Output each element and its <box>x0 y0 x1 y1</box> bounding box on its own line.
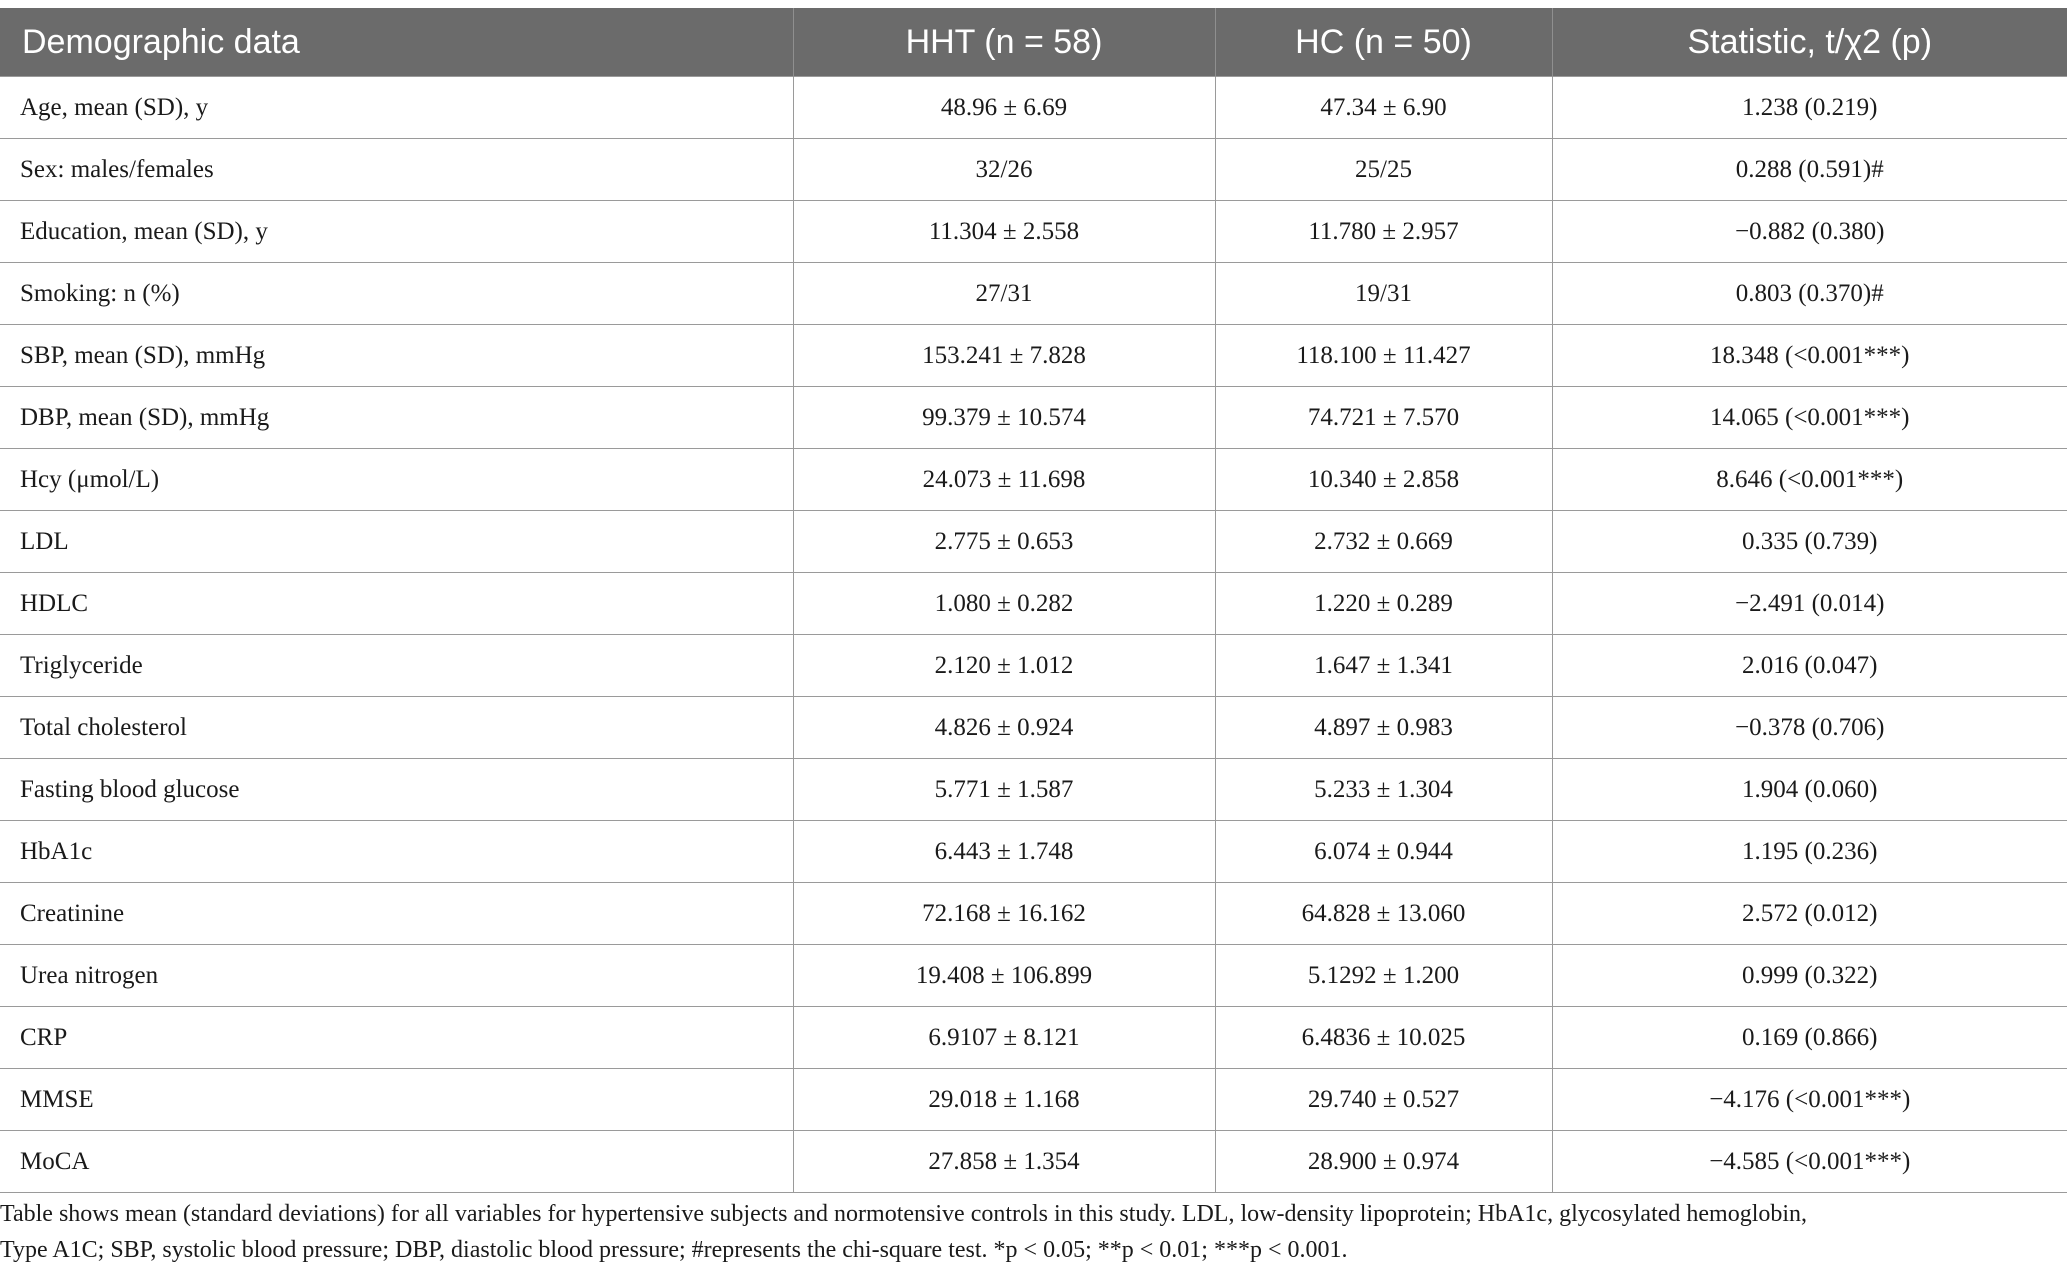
cell-hc: 25/25 <box>1215 139 1552 201</box>
cell-hht: 72.168 ± 16.162 <box>793 883 1215 945</box>
cell-hht: 2.775 ± 0.653 <box>793 511 1215 573</box>
footnote-line-1: Table shows mean (standard deviations) for all variables for hypertensive subjects and normotensive controls in this study. LDL, low-density lipoprotein; HbA1c, glycosylated hemoglobin, <box>0 1201 1808 1227</box>
table-row <box>0 573 2067 635</box>
cell-variable: DBP, mean (SD), mmHg <box>0 387 793 449</box>
table-container <box>0 8 2067 1193</box>
cell-statistic: 0.999 (0.322) <box>1552 945 2067 1007</box>
cell-hht: 11.304 ± 2.558 <box>793 201 1215 263</box>
table-row <box>0 201 2067 263</box>
cell-variable: Fasting blood glucose <box>0 759 793 821</box>
cell-statistic: −2.491 (0.014) <box>1552 573 2067 635</box>
cell-variable: Education, mean (SD), y <box>0 201 793 263</box>
cell-hc: 5.1292 ± 1.200 <box>1215 945 1552 1007</box>
table-row <box>0 77 2067 139</box>
cell-variable: HbA1c <box>0 821 793 883</box>
header-demographic-data: Demographic data <box>0 8 793 77</box>
cell-variable: MMSE <box>0 1069 793 1131</box>
cell-hc: 6.074 ± 0.944 <box>1215 821 1552 883</box>
cell-hc: 6.4836 ± 10.025 <box>1215 1007 1552 1069</box>
cell-hc: 47.34 ± 6.90 <box>1215 77 1552 139</box>
table-row <box>0 449 2067 511</box>
cell-variable: Creatinine <box>0 883 793 945</box>
cell-statistic: −0.378 (0.706) <box>1552 697 2067 759</box>
cell-statistic: 14.065 (<0.001***) <box>1552 387 2067 449</box>
table-row <box>0 139 2067 201</box>
table-row <box>0 325 2067 387</box>
cell-statistic: 1.238 (0.219) <box>1552 77 2067 139</box>
table-row <box>0 635 2067 697</box>
cell-statistic: −0.882 (0.380) <box>1552 201 2067 263</box>
table-row <box>0 821 2067 883</box>
cell-variable: Triglyceride <box>0 635 793 697</box>
cell-hc: 2.732 ± 0.669 <box>1215 511 1552 573</box>
header-row <box>0 8 2067 77</box>
cell-statistic: 2.572 (0.012) <box>1552 883 2067 945</box>
cell-variable: Urea nitrogen <box>0 945 793 1007</box>
table-row <box>0 1131 2067 1193</box>
cell-statistic: 2.016 (0.047) <box>1552 635 2067 697</box>
cell-variable: LDL <box>0 511 793 573</box>
table-row <box>0 387 2067 449</box>
header-hc: HC (n = 50) <box>1215 8 1552 77</box>
table-row <box>0 697 2067 759</box>
cell-hc: 5.233 ± 1.304 <box>1215 759 1552 821</box>
cell-hht: 27.858 ± 1.354 <box>793 1131 1215 1193</box>
cell-statistic: 0.288 (0.591)# <box>1552 139 2067 201</box>
cell-hht: 27/31 <box>793 263 1215 325</box>
header-hht: HHT (n = 58) <box>793 8 1215 77</box>
cell-hht: 32/26 <box>793 139 1215 201</box>
table-body <box>0 77 2067 1193</box>
cell-hht: 6.9107 ± 8.121 <box>793 1007 1215 1069</box>
cell-hc: 29.740 ± 0.527 <box>1215 1069 1552 1131</box>
cell-statistic: 0.169 (0.866) <box>1552 1007 2067 1069</box>
cell-hht: 29.018 ± 1.168 <box>793 1069 1215 1131</box>
table-row <box>0 263 2067 325</box>
cell-hht: 24.073 ± 11.698 <box>793 449 1215 511</box>
cell-hc: 1.647 ± 1.341 <box>1215 635 1552 697</box>
cell-hc: 4.897 ± 0.983 <box>1215 697 1552 759</box>
cell-hc: 11.780 ± 2.957 <box>1215 201 1552 263</box>
cell-hc: 1.220 ± 0.289 <box>1215 573 1552 635</box>
cell-statistic: 1.904 (0.060) <box>1552 759 2067 821</box>
cell-hht: 19.408 ± 106.899 <box>793 945 1215 1007</box>
table-row <box>0 511 2067 573</box>
cell-hht: 1.080 ± 0.282 <box>793 573 1215 635</box>
cell-hht: 48.96 ± 6.69 <box>793 77 1215 139</box>
cell-statistic: 1.195 (0.236) <box>1552 821 2067 883</box>
cell-hht: 6.443 ± 1.748 <box>793 821 1215 883</box>
cell-statistic: −4.585 (<0.001***) <box>1552 1131 2067 1193</box>
cell-variable: Total cholesterol <box>0 697 793 759</box>
cell-statistic: 8.646 (<0.001***) <box>1552 449 2067 511</box>
cell-hc: 118.100 ± 11.427 <box>1215 325 1552 387</box>
cell-variable: Smoking: n (%) <box>0 263 793 325</box>
table-row <box>0 759 2067 821</box>
footnote-line-2: Type A1C; SBP, systolic blood pressure; DBP, diastolic blood pressure; #represents the chi-square test. *p < 0.05; **p < 0.01; ***p < 0.001. <box>0 1237 1348 1263</box>
cell-variable: CRP <box>0 1007 793 1069</box>
cell-statistic: −4.176 (<0.001***) <box>1552 1069 2067 1131</box>
cell-hht: 99.379 ± 10.574 <box>793 387 1215 449</box>
cell-hc: 10.340 ± 2.858 <box>1215 449 1552 511</box>
cell-variable: HDLC <box>0 573 793 635</box>
demographic-table <box>0 8 2067 1193</box>
table-row <box>0 1007 2067 1069</box>
cell-variable: Sex: males/females <box>0 139 793 201</box>
table-row <box>0 883 2067 945</box>
header-statistic: Statistic, t/χ2 (p) <box>1552 8 2067 77</box>
cell-variable: Hcy (μmol/L) <box>0 449 793 511</box>
cell-statistic: 0.335 (0.739) <box>1552 511 2067 573</box>
cell-hc: 64.828 ± 13.060 <box>1215 883 1552 945</box>
cell-hht: 4.826 ± 0.924 <box>793 697 1215 759</box>
table-footnote <box>0 1196 2040 1268</box>
table-row <box>0 945 2067 1007</box>
cell-hc: 19/31 <box>1215 263 1552 325</box>
cell-variable: MoCA <box>0 1131 793 1193</box>
cell-statistic: 0.803 (0.370)# <box>1552 263 2067 325</box>
cell-variable: Age, mean (SD), y <box>0 77 793 139</box>
cell-statistic: 18.348 (<0.001***) <box>1552 325 2067 387</box>
table-row <box>0 1069 2067 1131</box>
cell-hht: 2.120 ± 1.012 <box>793 635 1215 697</box>
cell-hht: 153.241 ± 7.828 <box>793 325 1215 387</box>
cell-hht: 5.771 ± 1.587 <box>793 759 1215 821</box>
cell-variable: SBP, mean (SD), mmHg <box>0 325 793 387</box>
cell-hc: 28.900 ± 0.974 <box>1215 1131 1552 1193</box>
cell-hc: 74.721 ± 7.570 <box>1215 387 1552 449</box>
